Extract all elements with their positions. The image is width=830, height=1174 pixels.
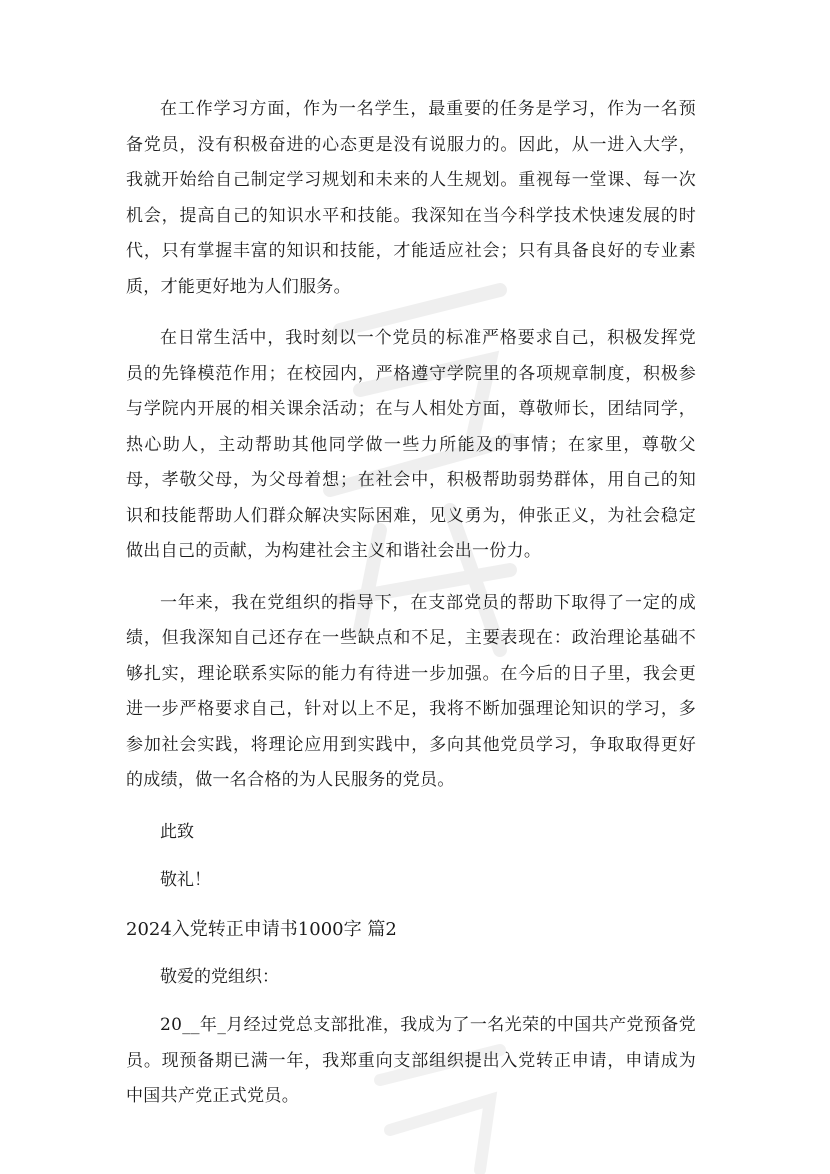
section-heading: 2024入党转正申请书1000字 篇2 — [126, 918, 397, 940]
paragraph-summary: 一年来，我在党组织的指导下，在支部党员的帮助下取得了一定的成绩，但我深知自己还存在一些缺点和不足，主要表现在：政治理论基础不够扎实，理论联系实际的能力有待进一步加强。在今后的日子里，我会更进一步严格要求自己，针对以上不足，我将不断加强理论知识的学习，多参加社会实践，将理论应用到实践中，多向其他党员学习，争取取得更好的成绩，做一名合格的为人民服务的党员。 — [126, 592, 696, 790]
document-body — [126, 92, 696, 1131]
paragraph-application: 20__年_月经过党总支部批准，我成为了一名光荣的中国共产党预备党员。现预备期已满一年，我郑重向支部组织提出入党转正申请，申请成为中国共产党正式党员。 — [126, 1015, 696, 1106]
paragraph-daily-life: 在日常生活中，我时刻以一个党员的标准严格要求自己，积极发挥党员的先锋模范作用；在校园内，严格遵守学院里的各项规章制度，积极参与学院内开展的相关课余活动；在与人相处方面，尊敬师长，团结同学，热心助人，主动帮助其他同学做一些力所能及的事情；在家里，尊敬父母，孝敬父母，为父母着想；在社会中，积极帮助弱势群体，用自己的知识和技能帮助人们群众解决实际困难，见义勇为，伸张正义，为社会稳定做出自己的贡献，为构建社会主义和谐社会出一份力。 — [126, 328, 696, 561]
closing-line-2: 敬礼！ — [160, 870, 211, 890]
salutation: 敬爱的党组织： — [160, 966, 279, 987]
paragraph-study: 在工作学习方面，作为一名学生，最重要的任务是学习，作为一名预备党员，没有积极奋进的心态更是没有说服力的。因此，从一进入大学，我就开始给自己制定学习规划和未来的人生规划。重视每一堂课、每一次机会，提高自己的知识水平和技能。我深知在当今科学技术快速发展的时代，只有掌握丰富的知识和技能，才能适应社会；只有具备良好的专业素质，才能更好地为人们服务。 — [126, 99, 696, 297]
closing-line-1: 此致 — [160, 821, 194, 842]
